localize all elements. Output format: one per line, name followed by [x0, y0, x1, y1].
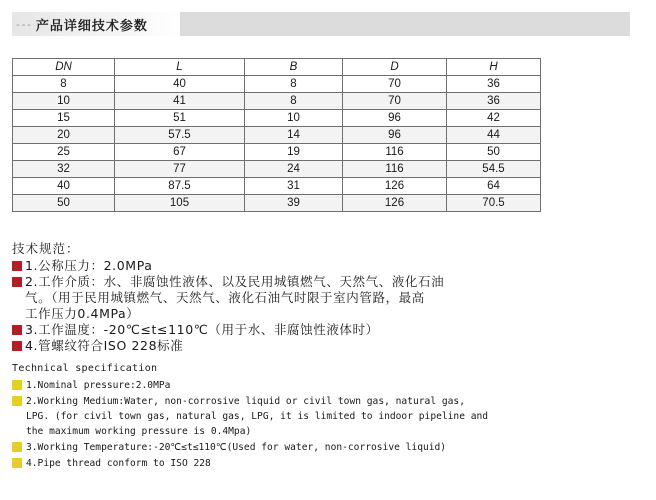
spec-en-item — [12, 378, 642, 393]
table-row — [13, 161, 541, 178]
table-cell: 24 — [245, 161, 343, 178]
column-header-h: H — [447, 59, 541, 76]
table-cell: 31 — [245, 178, 343, 195]
table-row — [13, 144, 541, 161]
table-cell: 70 — [343, 93, 447, 110]
table-cell: 8 — [13, 76, 115, 93]
table-cell: 105 — [115, 195, 245, 212]
table-cell: 54.5 — [447, 161, 541, 178]
spec-cn-text: 1.公称压力：2.0MPa — [25, 258, 153, 273]
table-cell: 41 — [115, 93, 245, 110]
table-cell: 77 — [115, 161, 245, 178]
table-row — [13, 110, 541, 127]
table-cell: 40 — [13, 178, 115, 195]
table-row — [13, 195, 541, 212]
table-cell: 70.5 — [447, 195, 541, 212]
table-cell: 36 — [447, 93, 541, 110]
spec-en-text: 3.Working Temperature:-20℃≤t≤110℃(Used for water, non-corrosive liquid) — [26, 442, 447, 453]
table-cell: 70 — [343, 76, 447, 93]
square-bullet-icon — [12, 277, 22, 287]
square-bullet-icon — [12, 341, 22, 351]
spec-cn-text: 4.管螺纹符合ISO 228标准 — [25, 338, 184, 353]
spec-en-text: 2.Working Medium:Water, non-corrosive liquid or civil town gas, natural gas, LPG. (for civil town gas, natural gas, LPG, it is limited to indoor pipeline and the maximum working pressure is 0.4Mpa) — [26, 396, 489, 437]
spec-cn-title: 技术规范： — [12, 241, 80, 256]
spec-cn-item — [12, 338, 632, 354]
column-header-l: L — [115, 59, 245, 76]
spec-cn-item — [12, 258, 632, 274]
table-cell: 25 — [13, 144, 115, 161]
table-cell: 116 — [343, 144, 447, 161]
spec-cn-item — [12, 274, 632, 322]
table-cell: 50 — [447, 144, 541, 161]
table-cell: 96 — [343, 127, 447, 144]
table-cell: 126 — [343, 195, 447, 212]
spec-cn-text: 3.工作温度：-20℃≤t≤110℃（用于水、非腐蚀性液体时） — [25, 322, 379, 337]
table-row — [13, 76, 541, 93]
spec-en-item — [12, 394, 642, 439]
table-row — [13, 93, 541, 110]
header-dashes: - - - — [16, 17, 30, 31]
table-row — [13, 127, 541, 144]
table-cell: 14 — [245, 127, 343, 144]
table-cell: 15 — [13, 110, 115, 127]
table-cell: 10 — [13, 93, 115, 110]
table-cell: 8 — [245, 76, 343, 93]
table-cell: 8 — [245, 93, 343, 110]
table-cell: 42 — [447, 110, 541, 127]
spec-en-item — [12, 440, 642, 455]
spec-en-title: Technical specification — [12, 363, 158, 374]
square-bullet-icon — [12, 380, 22, 390]
square-bullet-icon — [12, 261, 22, 271]
table-cell: 44 — [447, 127, 541, 144]
square-bullet-icon — [12, 442, 22, 452]
table-cell: 51 — [115, 110, 245, 127]
section-header-bar — [12, 12, 630, 36]
spec-cn-item — [12, 322, 632, 338]
column-header-d: D — [343, 59, 447, 76]
table-cell: 50 — [13, 195, 115, 212]
table-cell: 20 — [13, 127, 115, 144]
column-header-b: B — [245, 59, 343, 76]
table-cell: 96 — [343, 110, 447, 127]
spec-en-section — [12, 362, 642, 472]
spec-cn-text: 2.工作介质：水、非腐蚀性液体、以及民用城镇燃气、天然气、液化石油 气。（用于民用城镇燃气、天然气、液化石油气时限于室内管路，最高 工作压力0.4MPa） — [25, 274, 445, 321]
section-header-tab — [12, 12, 180, 36]
table-cell: 32 — [13, 161, 115, 178]
spec-en-text: 1.Nominal pressure:2.0MPa — [26, 380, 171, 391]
table-cell: 19 — [245, 144, 343, 161]
square-bullet-icon — [12, 325, 22, 335]
spec-en-text: 4.Pipe thread conform to ISO 228 — [26, 458, 211, 469]
table-cell: 36 — [447, 76, 541, 93]
table-cell: 40 — [115, 76, 245, 93]
column-header-dn: DN — [13, 59, 115, 76]
dimension-table — [12, 58, 541, 212]
table-cell: 10 — [245, 110, 343, 127]
table-cell: 116 — [343, 161, 447, 178]
spec-cn-section — [12, 240, 632, 354]
table-cell: 64 — [447, 178, 541, 195]
table-cell: 57.5 — [115, 127, 245, 144]
table-header-row — [13, 59, 541, 76]
table-cell: 67 — [115, 144, 245, 161]
section-title: 产品详细技术参数 — [35, 18, 148, 34]
table-cell: 39 — [245, 195, 343, 212]
table-row — [13, 178, 541, 195]
spec-en-item — [12, 456, 642, 471]
square-bullet-icon — [12, 396, 22, 406]
square-bullet-icon — [12, 458, 22, 468]
table-cell: 87.5 — [115, 178, 245, 195]
table-cell: 126 — [343, 178, 447, 195]
